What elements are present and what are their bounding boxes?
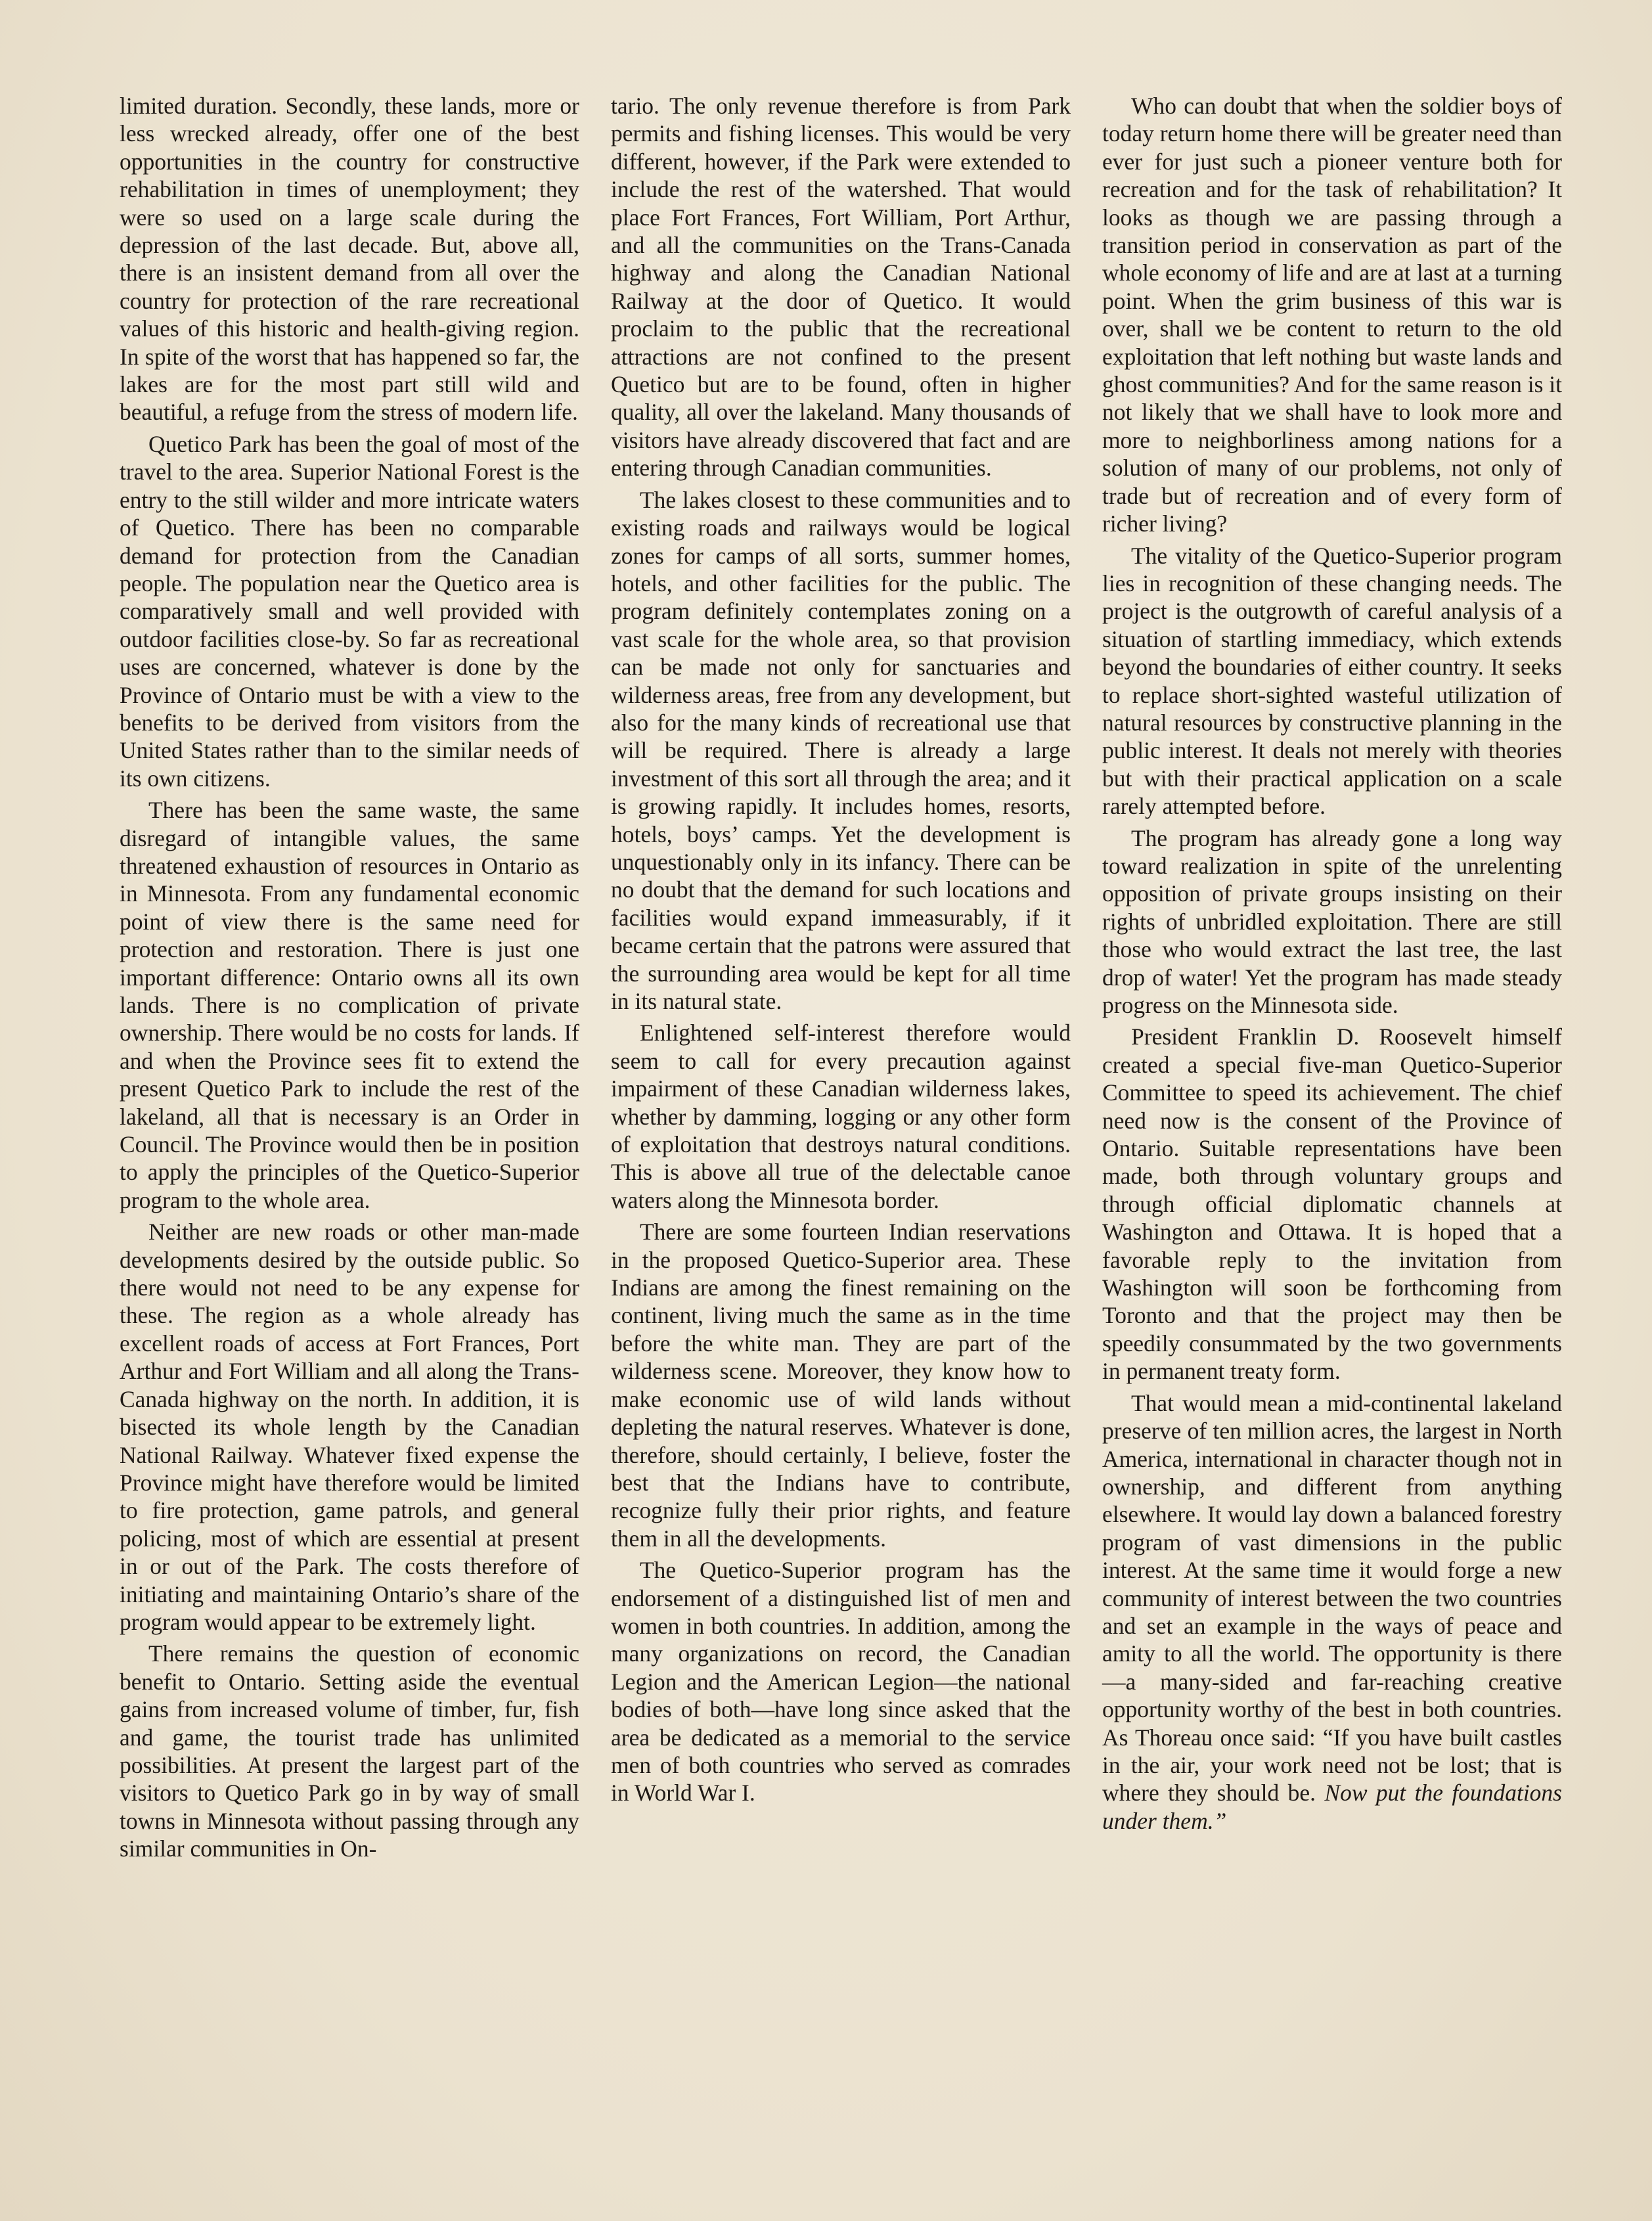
paragraph [120, 796, 579, 1214]
paragraph-text: The lakes closest to these communities and to existing roads and railways would be logical zones for camps of all sorts, summer homes, hotels, and other facilities for the public. The program definitely contemplates zoning on a vast scale for the whole area, so that provision can be made not only for sanctuaries and wilderness areas, free from any development, but also for the many kinds of recreational use that will be required. There is already a large investment of this sort all through the area; and it is growing rapidly. It includes homes, resorts, hotels, boys’ camps. Yet the development is unquestionably only in its infancy. There can be no doubt that the demand for such locations and facilities would expand immeasurably, if it became certain that the patrons were assured that the surrounding area would be kept for all time in its natural state. [611, 486, 1071, 1014]
text-column-3 [1102, 92, 1562, 1835]
text-column-1 [120, 92, 579, 1863]
closing-emphasis: Now put the foundations under them.” [1102, 1780, 1562, 1834]
paragraph-text: Quetico Park has been the goal of most of the travel to the area. Superior National Forest is the entry to the still wilder and more intricate waters of Quetico. There has been no comparable demand for protection from the Canadian people. The population near the Quetico area is comparatively small and well provided with outdoor facilities close-by. So far as recreational uses are concerned, whatever is done by the Province of Ontario must be with a view to the benefits to be derived from visitors from the United States rather than to the similar needs of its own citizens. [120, 430, 579, 792]
paragraph [1102, 542, 1562, 820]
paragraph-text: The Quetico-Superior program has the endorsement of a distinguished list of men and women in both countries. In addition, among the many organizations on record, the Canadian Legion and the American Legion—the national bodies of both—have long since asked that the area be dedicated as a memorial to the service men of both countries who served as comrades in World War I. [611, 1557, 1071, 1806]
paragraph-text: That would mean a mid-continental lakeland preserve of ten million acres, the largest in North America, international in character though not in ownership, and different from anything elsewhere. It would lay down a balanced forestry program of vast dimensions in the public interest. At the same time it would forge a new community of interest between the two countries and set an example in the ways of peace and amity to all the world. The opportunity is there—a many-sided and far-reaching creative opportunity worthy of the best in both countries. As Thoreau once said: “If you have built castles in the air, your work need not be lost; that is where they should be. [1102, 1389, 1562, 1806]
paragraph [120, 92, 579, 426]
paragraph [611, 486, 1071, 1016]
paragraph-text: Neither are new roads or other man-made developments desired by the outside public. So there would not need to be any expense for these. The region as a whole already has excellent roads of access at Fort Frances, Port Arthur and Fort William and all along the Trans-Canada highway on the north. In addition, it is bisected its whole length by the Canadian National Railway. Whatever fixed expense the Province might have therefore would be limited to fire protection, game patrols, and general policing, most of which are essential at present in or out of the Park. The costs therefore of initiating and maintaining Ontario’s share of the program would appear to be extremely light. [120, 1219, 579, 1635]
paragraph [120, 1640, 579, 1862]
paragraph [611, 1556, 1071, 1807]
paragraph-text: There has been the same waste, the same disregard of intangible values, the same threatened exhaustion of resources in Ontario as in Minnesota. From any fundamental economic point of view there is the same need for protection and restoration. There is just one important difference: Ontario owns all its own lands. There is no complication of private ownership. There would be no costs for lands. If and when the Province sees fit to extend the present Quetico Park to include the rest of the lakeland, all that is necessary is an Order in Council. The Province would then be in position to apply the principles of the Quetico-Superior program to the whole area. [120, 797, 579, 1213]
paragraph-text: tario. The only revenue therefore is from Park permits and fishing licenses. This would be very different, however, if the Park were extended to include the rest of the watershed. That would place Fort Frances, Fort William, Port Arthur, and all the communities on the Trans-Canada highway and along the Canadian National Railway at the door of Quetico. It would proclaim to the public that the recreational attractions are not confined to the present Quetico but are to be found, often in higher quality, all over the lakeland. Many thousands of visitors have already discovered that fact and are entering through Canadian communities. [611, 93, 1071, 482]
paragraph-text: limited duration. Secondly, these lands, more or less wrecked already, offer one of the best opportunities in the country for constructive rehabilitation in times of unemployment; they were so used on a large scale during the depression of the last decade. But, above all, there is an insistent demand from all over the country for protection of the rare recreational values of this historic and health-giving region. In spite of the worst that has happened so far, the lakes are for the most part still wild and beautiful, a refuge from the stress of modern life. [120, 93, 579, 426]
paragraph-text: Enlightened self-interest therefore would seem to call for every precaution against impairment of these Canadian wilderness lakes, whether by damming, logging or any other form of exploitation that destroys natural conditions. This is above all true of the delectable canoe waters along the Minnesota border. [611, 1020, 1071, 1213]
paragraph [611, 1019, 1071, 1214]
paragraph-text: There remains the question of economic benefit to Ontario. Setting aside the eventual gains from increased volume of timber, fur, fish and game, the tourist trade has unlimited possibilities. At present the largest part of the visitors to Quetico Park go in by way of small towns in Minnesota without passing through any similar communities in On- [120, 1640, 579, 1862]
paragraph-text: There are some fourteen Indian reservations in the proposed Quetico-Superior area. These Indians are among the finest remaining on the continent, living much the same as in the time before the white man. They are part of the wilderness scene. Moreover, they know how to make economic use of wild lands without depleting the natural reserves. Whatever is done, therefore, should certainly, I believe, foster the best that the Indians have to contribute, recognize fully their prior rights, and feature them in all the developments. [611, 1219, 1071, 1552]
paragraph [1102, 1389, 1562, 1835]
paragraph [120, 1218, 579, 1636]
paragraph-text: The program has already gone a long way toward realization in spite of the unrelenting opposition of private groups insisting on their rights of unbridled exploitation. There are still those who would extract the last tree, the last drop of water! Yet the program has made steady progress on the Minnesota side. [1102, 824, 1562, 1018]
paragraph [1102, 1023, 1562, 1385]
text-column-2 [611, 92, 1071, 1807]
paragraph [611, 1218, 1071, 1552]
paragraph [611, 92, 1071, 482]
paragraph [1102, 824, 1562, 1020]
paragraph-text: The vitality of the Quetico-Superior program lies in recognition of these changing needs. The project is the outgrowth of careful analysis of a situation of startling immediacy, which extends beyond the boundaries of either country. It seeks to replace short-sighted wasteful utilization of natural resources by constructive planning in the public interest. It deals not merely with theories but with their practical application on a scale rarely attempted before. [1102, 542, 1562, 820]
paragraph [1102, 92, 1562, 538]
paragraph [120, 430, 579, 792]
paragraph-text: President Franklin D. Roosevelt himself created a special five-man Quetico-Superior Committee to speed its achievement. The chief need now is the consent of the Province of Ontario. Suitable representations have been made, both through voluntary groups and through official diplomatic channels at Washington and Ottawa. It is hoped that a favorable reply to the invitation from Washington will soon be forthcoming from Toronto and that the project may then be speedily consummated by the two governments in permanent treaty form. [1102, 1023, 1562, 1385]
paragraph-text: Who can doubt that when the soldier boys of today return home there will be greater need than ever for just such a pioneer venture both for recreation and for the task of rehabilitation? It looks as though we are passing through a transition period in conservation as part of the whole economy of life and are at last at a turning point. When the grim business of this war is over, shall we be content to return to the old exploitation that left nothing but waste lands and ghost communities? And for the same reason is it not likely that we shall have to look more and more to neighborliness among nations for a solution of many of our problems, not only of trade but of recreation and of every form of richer living? [1102, 93, 1563, 537]
